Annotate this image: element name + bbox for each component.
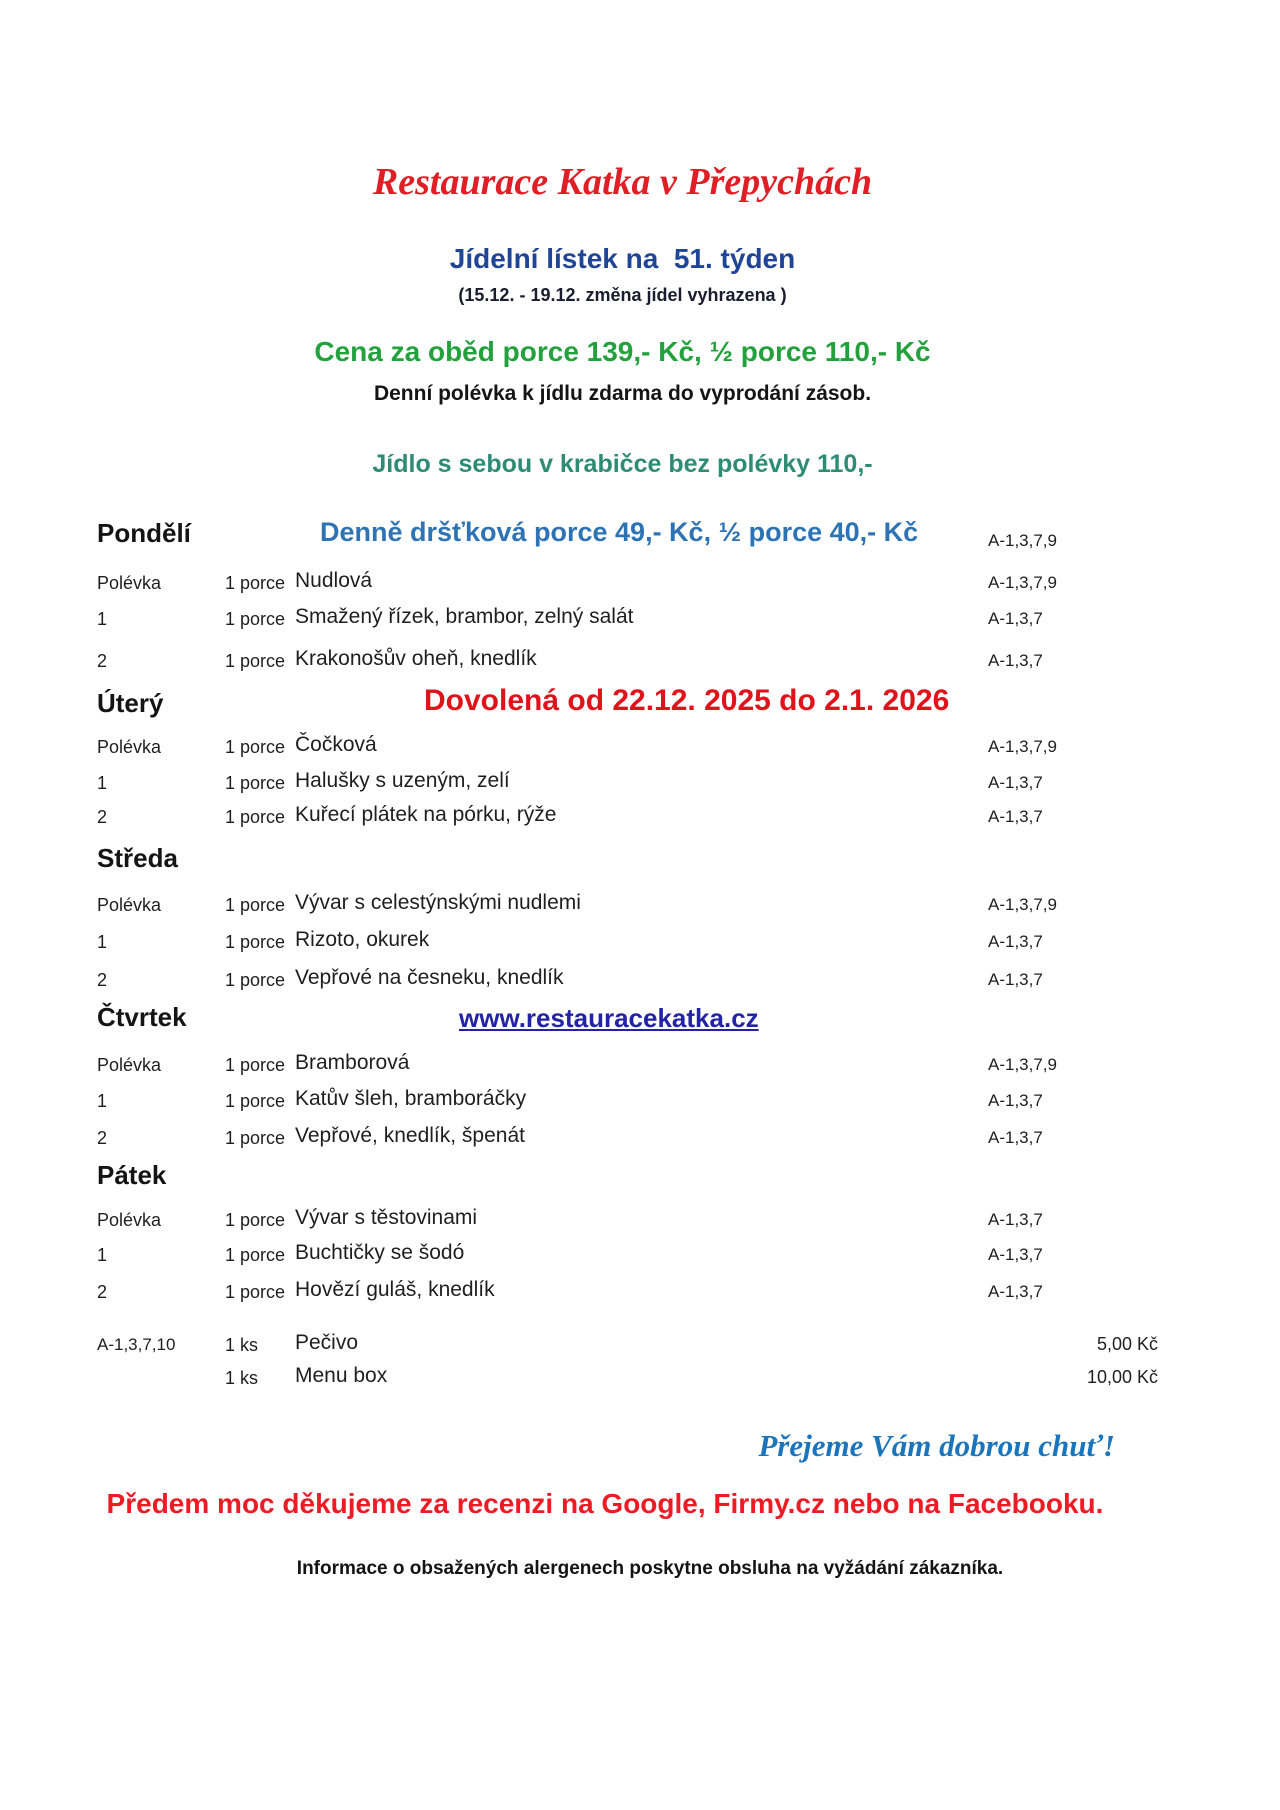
portion-label: 1 porce [225, 970, 286, 990]
course-label: Polévka [97, 1055, 162, 1075]
menu-row [0, 928, 1280, 958]
day-header-wednesday [0, 843, 1280, 879]
portion-label: 1 porce [225, 651, 286, 671]
lunch-price-line: Cena za oběd porce 139,- Kč, ½ porce 110,- Kč [314, 336, 931, 367]
course-label: Polévka [97, 895, 162, 915]
portion-label: 1 porce [225, 895, 286, 915]
menu-row [0, 1278, 1280, 1308]
course-label: Polévka [97, 573, 162, 593]
quantity-label: 1 ks [225, 1335, 259, 1355]
day-header-friday [0, 1160, 1280, 1196]
menu-row [0, 1206, 1280, 1236]
free-soup-note: Denní polévka k jídlu zdarma do vyprodání zásob. [373, 382, 872, 405]
course-label: 1 [97, 1091, 108, 1111]
allergen-code: A-1,3,7 [988, 807, 1043, 826]
item-name: Menu box [295, 1364, 388, 1387]
course-label: 1 [97, 609, 108, 629]
holiday-note: Dovolená od 22.12. 2025 do 2.1. 2026 [424, 684, 950, 717]
dish-name: Kuřecí plátek na pórku, rýže [295, 803, 557, 826]
day-header-thursday [0, 1002, 1280, 1038]
portion-label: 1 porce [225, 737, 286, 757]
allergen-code: A-1,3,7 [988, 1128, 1043, 1147]
portion-label: 1 porce [225, 1245, 286, 1265]
allergen-code: A-1,3,7,9 [988, 895, 1057, 914]
allergen-code: A-1,3,7 [988, 1282, 1043, 1301]
allergen-code: A-1,3,7 [988, 970, 1043, 989]
day-name: Pátek [97, 1160, 167, 1190]
portion-label: 1 porce [225, 932, 286, 952]
menu-row [0, 966, 1280, 996]
course-label: 2 [97, 651, 108, 671]
dish-name: Krakonošův oheň, knedlík [295, 647, 537, 670]
allergen-code: A-1,3,7 [988, 773, 1043, 792]
extra-row-menubox [0, 1364, 1280, 1394]
course-label: 1 [97, 1245, 108, 1265]
day-header-tuesday [0, 684, 1280, 724]
dish-name: Hovězí guláš, knedlík [295, 1278, 495, 1301]
review-request: Předem moc děkujeme za recenzi na Google, Firmy.cz nebo na Facebooku. [106, 1488, 1104, 1519]
allergen-code: A-1,3,7,10 [97, 1335, 176, 1354]
dish-name: Buchtičky se šodó [295, 1241, 465, 1264]
allergen-code: A-1,3,7 [988, 932, 1043, 951]
dish-name: Čočková [295, 733, 377, 756]
bon-appetit-wish: Přejeme Vám dobrou chuť! [758, 1428, 1115, 1463]
allergen-code: A-1,3,7,9 [988, 573, 1057, 592]
course-label: Polévka [97, 737, 162, 757]
dish-name: Vývar s celestýnskými nudlemi [295, 891, 581, 914]
allergen-code: A-1,3,7,9 [988, 531, 1057, 550]
dish-name: Vepřové, knedlík, špenát [295, 1124, 525, 1147]
portion-label: 1 porce [225, 573, 286, 593]
dish-name: Vývar s těstovinami [295, 1206, 478, 1229]
course-label: 2 [97, 1282, 108, 1302]
takeaway-price-note: Jídlo s sebou v krabičce bez polévky 110,- [372, 450, 873, 478]
portion-label: 1 porce [225, 1128, 286, 1148]
extra-row-pecivo [0, 1331, 1280, 1361]
menu-row [0, 1051, 1280, 1081]
dish-name: Halušky s uzeným, zelí [295, 769, 510, 792]
portion-label: 1 porce [225, 1210, 286, 1230]
menu-row [0, 1087, 1280, 1117]
menu-row [0, 647, 1280, 677]
restaurant-title: Restaurace Katka v Přepychách [372, 161, 873, 203]
course-label: Polévka [97, 1210, 162, 1230]
portion-label: 1 porce [225, 773, 286, 793]
quantity-label: 1 ks [225, 1368, 259, 1388]
item-price: 5,00 Kč [1096, 1334, 1158, 1354]
day-name: Pondělí [97, 518, 191, 548]
day-name: Čtvrtek [97, 1002, 187, 1032]
day-name: Středa [97, 843, 178, 873]
daily-special-note: Denně dršťková porce 49,- Kč, ½ porce 40,- Kč [320, 517, 919, 547]
course-label: 1 [97, 932, 108, 952]
course-label: 1 [97, 773, 108, 793]
menu-row [0, 891, 1280, 921]
dish-name: Katův šleh, bramboráčky [295, 1087, 527, 1110]
menu-row [0, 733, 1280, 763]
dish-name: Rizoto, okurek [295, 928, 430, 951]
portion-label: 1 porce [225, 807, 286, 827]
portion-label: 1 porce [225, 609, 286, 629]
menu-row [0, 569, 1280, 599]
website-link[interactable]: www.restauracekatka.cz [459, 1003, 759, 1033]
allergen-code: A-1,3,7,9 [988, 1055, 1057, 1074]
item-price: 10,00 Kč [1086, 1367, 1158, 1387]
menu-row [0, 803, 1280, 833]
allergen-code: A-1,3,7 [988, 651, 1043, 670]
allergen-code: A-1,3,7,9 [988, 737, 1057, 756]
menu-row [0, 1241, 1280, 1271]
day-header-monday [0, 518, 1280, 554]
allergen-code: A-1,3,7 [988, 1210, 1043, 1229]
allergen-info-note: Informace o obsažených alergenech poskytne obsluha na vyžádání zákazníka. [296, 1558, 1004, 1579]
dish-name: Smažený řízek, brambor, zelný salát [295, 605, 634, 628]
portion-label: 1 porce [225, 1055, 286, 1075]
allergen-code: A-1,3,7 [988, 1091, 1043, 1110]
item-name: Pečivo [295, 1331, 359, 1354]
portion-label: 1 porce [225, 1282, 286, 1302]
date-range-note: (15.12. - 19.12. změna jídel vyhrazena ) [458, 285, 787, 305]
menu-row [0, 605, 1280, 635]
dish-name: Vepřové na česneku, knedlík [295, 966, 564, 989]
portion-label: 1 porce [225, 1091, 286, 1111]
menu-row [0, 769, 1280, 799]
day-name: Úterý [97, 688, 164, 718]
allergen-code: A-1,3,7 [988, 609, 1043, 628]
allergen-code: A-1,3,7 [988, 1245, 1043, 1264]
course-label: 2 [97, 807, 108, 827]
menu-row [0, 1124, 1280, 1154]
course-label: 2 [97, 1128, 108, 1148]
course-label: 2 [97, 970, 108, 990]
menu-week-subtitle: Jídelní lístek na 51. týden [449, 243, 796, 274]
dish-name: Bramborová [295, 1051, 410, 1074]
dish-name: Nudlová [295, 569, 373, 592]
